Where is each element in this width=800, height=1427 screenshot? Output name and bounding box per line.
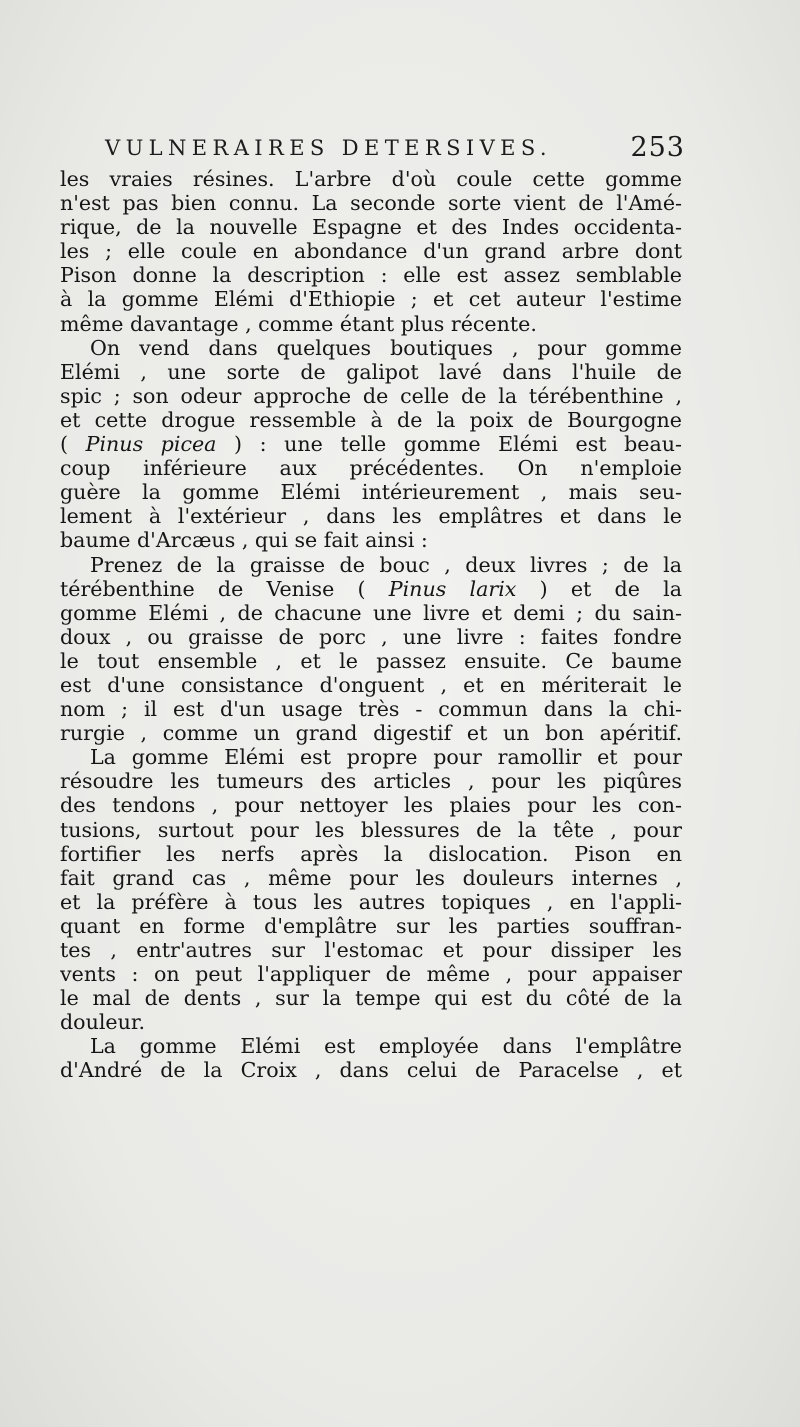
text-line: les vraies résines. L'arbre d'où coule cette gomme <box>60 167 682 191</box>
text-line: le mal de dents , sur la tempe qui est du côté de la <box>60 986 682 1011</box>
text-line: et la préfère à tous les autres topiques , en l'appli- <box>60 889 682 914</box>
text-line: coup inférieure aux précédentes. On n'emploie <box>60 456 682 481</box>
text-line: rique, de la nouvelle Espagne et des Indes occidenta- <box>60 215 682 240</box>
text-line: baume d'Arcæus , qui se fait ainsi : <box>60 528 428 553</box>
text-line: d'André de la Croix , dans celui de Paracelse , et <box>60 1058 682 1083</box>
text-line: La gomme Elémi est employée dans l'emplâtre <box>90 1034 682 1059</box>
text-line: spic ; son odeur approche de celle de la térébenthine , <box>60 383 682 408</box>
text-line: à la gomme Elémi d'Ethiopie ; et cet auteur l'estime <box>60 287 682 312</box>
running-head-title: VULNERAIRES DETERSIVES. <box>105 136 552 160</box>
text-line: térébenthine de Venise ( Pinus larix ) et de la <box>60 576 682 601</box>
text-line: douleur. <box>60 1010 146 1035</box>
text-line: rurgie , comme un grand digestif et un bon apéritif. <box>60 721 682 746</box>
text-line: Elémi , une sorte de galipot lavé dans l'huile de <box>60 359 682 384</box>
text-line: quant en forme d'emplâtre sur les parties souffran- <box>60 913 682 938</box>
text-line: tes , entr'autres sur l'estomac et pour dissiper les <box>60 938 682 962</box>
latin-species-name: Pinus larix <box>388 576 517 601</box>
text-line: nom ; il est d'un usage très - commun dans la chi- <box>60 697 682 722</box>
text-line: lement à l'extérieur , dans les emplâtres et dans le <box>60 504 682 529</box>
running-header <box>105 132 685 166</box>
body-text <box>60 167 682 1083</box>
text-line: gomme Elémi , de chacune une livre et demi ; du sain- <box>60 600 682 625</box>
text-line: et cette drogue ressemble à de la poix de Bourgogne <box>60 407 682 432</box>
text-line: le tout ensemble , et le passez ensuite. Ce baume <box>60 648 682 673</box>
text-line: résoudre les tumeurs des articles , pour les piqûres <box>60 769 682 794</box>
text-line: même davantage , comme étant plus récente. <box>60 311 537 336</box>
text-line: guère la gomme Elémi intérieurement , mais seu- <box>60 480 682 505</box>
text-line: On vend dans quelques boutiques , pour gomme <box>90 335 682 360</box>
text-line: Prenez de la graisse de bouc , deux livres ; de la <box>90 552 682 577</box>
text-line: Pison donne la description : elle est assez semblable <box>60 263 682 288</box>
text-line: fait grand cas , même pour les douleurs internes , <box>60 865 682 890</box>
text-line: ( Pinus picea ) : une telle gomme Elémi est beau- <box>60 432 682 457</box>
text-line: doux , ou graisse de porc , une livre : faites fondre <box>60 624 682 649</box>
text-line: La gomme Elémi est propre pour ramollir et pour <box>90 745 682 770</box>
text-line: des tendons , pour nettoyer les plaies pour les con- <box>60 793 682 818</box>
text-line: tusions, surtout pour les blessures de la tête , pour <box>60 817 682 842</box>
text-line: les ; elle coule en abondance d'un grand arbre dont <box>60 239 682 264</box>
text-line: vents : on peut l'appliquer de même , pour appaiser <box>60 962 682 987</box>
text-line: fortifier les nerfs après la dislocation. Pison en <box>60 841 682 866</box>
text-line: est d'une consistance d'onguent , et en mériterait le <box>60 672 682 697</box>
page-number: 253 <box>630 132 685 163</box>
latin-species-name: Pinus picea <box>85 432 217 457</box>
text-line: n'est pas bien connu. La seconde sorte vient de l'Amé- <box>60 191 682 216</box>
